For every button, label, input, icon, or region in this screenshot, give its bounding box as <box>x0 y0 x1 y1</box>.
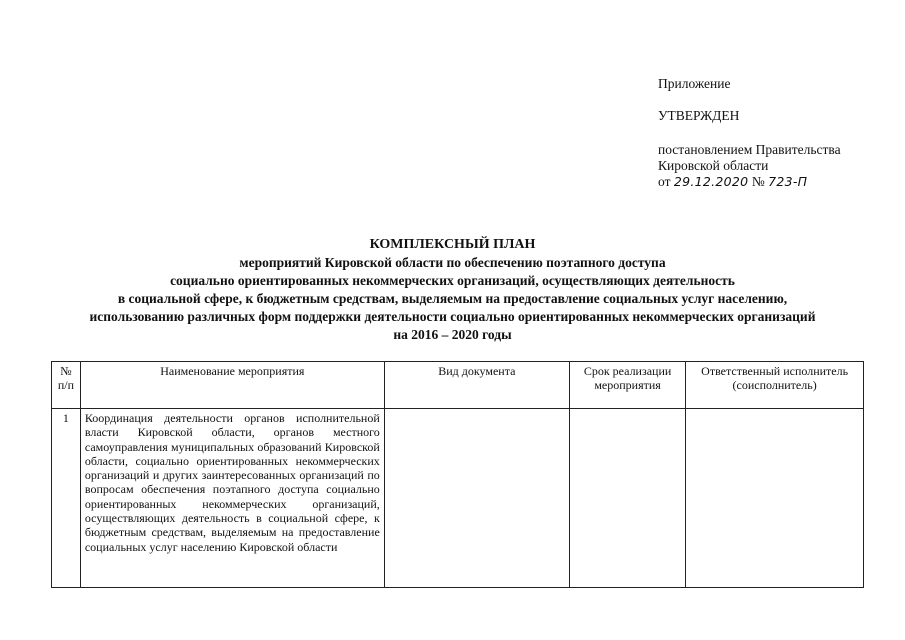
title-line-2: социально ориентированных некоммерческих организаций, осуществляющих деятельность <box>170 273 735 288</box>
date-prefix: от <box>658 174 671 189</box>
decree-date-line <box>658 174 841 190</box>
row-name: Координация деятельности органов исполнительной власти Кировской области, органов местного самоуправления муниципальных образований Кировской области, социально ориентированных некоммерческих организаций и других заинтересованных организаций по вопросам обеспечения поэтапного доступа социально ориентированных некоммерческих организаций, осуществляющих деятельность в социальной сфере, к бюджетным средствам, выделяемым на предоставление социальных услуг населению Кировской области <box>80 409 384 588</box>
approved-label: УТВЕРЖДЕН <box>658 108 740 123</box>
plan-table <box>51 361 864 588</box>
title-line-4: использованию различных форм поддержки деятельности социально ориентированных некоммерческих организаций <box>89 309 816 324</box>
title-line-5: на 2016 – 2020 годы <box>393 327 512 342</box>
row-doc <box>384 409 569 588</box>
document-title <box>0 236 905 344</box>
number-prefix: № <box>751 174 765 189</box>
row-resp <box>686 409 864 588</box>
row-num: 1 <box>52 409 81 588</box>
approval-stamp <box>658 76 841 190</box>
decree-line-2: Кировской области <box>658 158 769 173</box>
header-name: Наименование мероприятия <box>80 362 384 409</box>
header-doc: Вид документа <box>384 362 569 409</box>
header-term: Срок реализации мероприятия <box>569 362 685 409</box>
header-num: № п/п <box>52 362 81 409</box>
title-main: КОМПЛЕКСНЫЙ ПЛАН <box>369 237 536 252</box>
title-line-1: мероприятий Кировской области по обеспечению поэтапного доступа <box>239 255 666 270</box>
decree-line-1: постановлением Правительства <box>658 142 841 157</box>
title-line-3: в социальной сфере, к бюджетным средствам, выделяемым на предоставление социальных услуг населению, <box>117 291 788 306</box>
row-term <box>569 409 685 588</box>
handwritten-date: 29.12.2020 <box>673 174 749 189</box>
table-header-row <box>52 362 864 409</box>
table-row <box>52 409 864 588</box>
header-resp: Ответственный исполнитель (соисполнитель) <box>686 362 864 409</box>
appendix-label: Приложение <box>658 76 731 91</box>
handwritten-number: 723-П <box>768 174 808 189</box>
